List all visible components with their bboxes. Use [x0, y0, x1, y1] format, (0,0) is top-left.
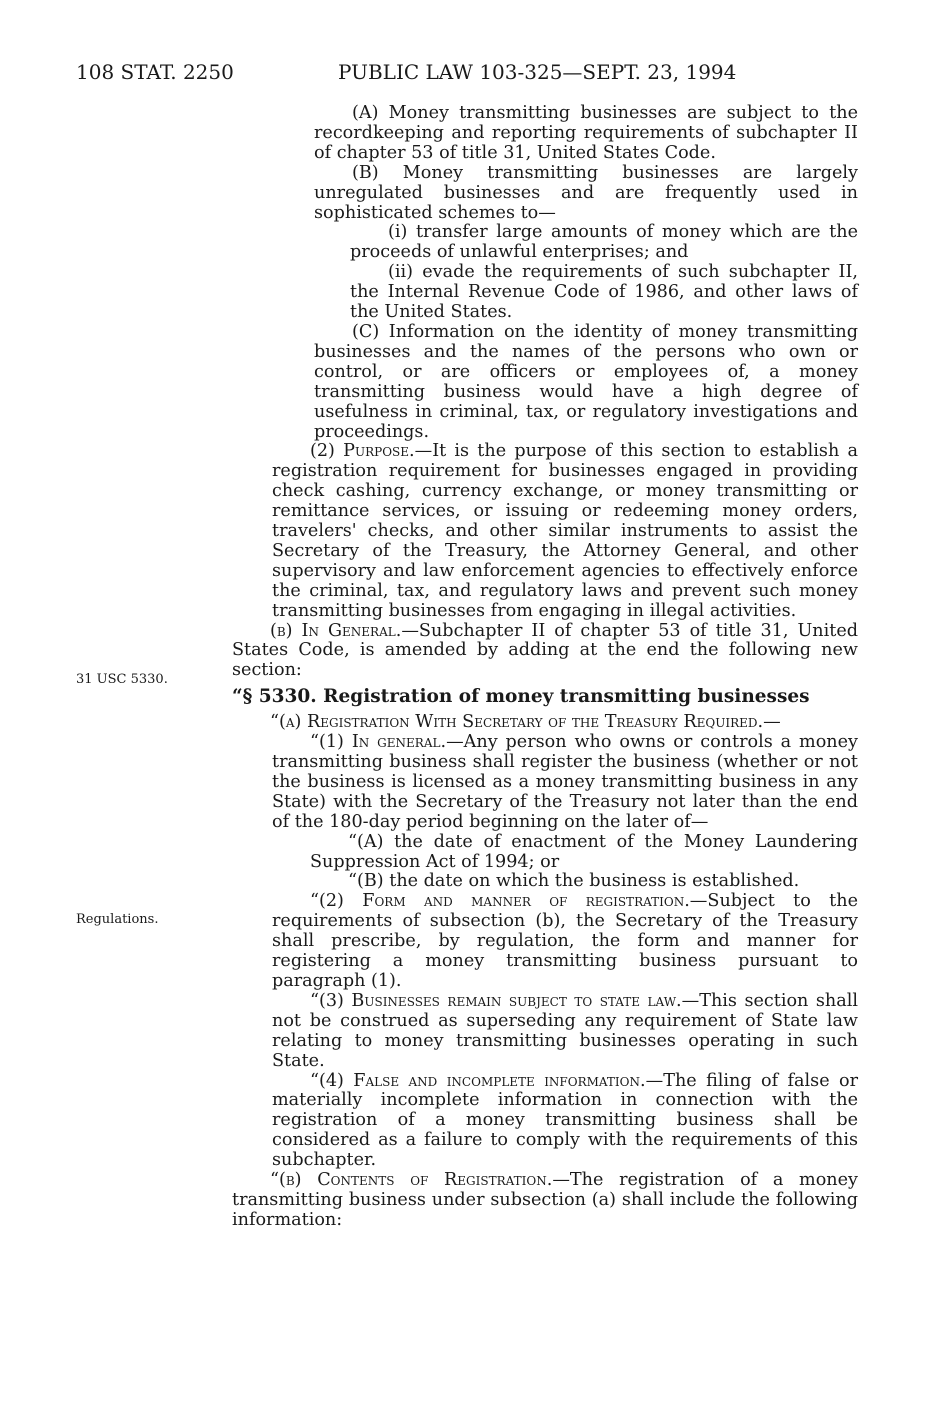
purpose-paragraph: [232, 442, 858, 621]
in-general-paragraph: [232, 622, 858, 682]
a3-text: —This section shall not be construed as superseding any requirement of State law relating to money transmitting businesses operating in such State.: [272, 990, 858, 1071]
a1-label: “(1) In general.: [310, 732, 447, 753]
in-general-label: (b) In General.: [270, 620, 402, 641]
finding-b-i: (i) transfer large amounts of money which are the proceeds of unlawful enterprises; and: [350, 222, 858, 263]
in-general-text: —Subchapter II of chapter 53 of title 31, United States Code, is amended by adding at the end the following new section:: [232, 620, 858, 681]
paragraph-a1-A: “(A) the date of enactment of the Money Laundering Suppression Act of 1994; or: [310, 831, 858, 872]
paragraph-a3: [232, 992, 858, 1072]
a2-label: “(2) Form and manner of registration.: [310, 891, 690, 912]
purpose-label: (2) Purpose.: [310, 441, 415, 462]
a4-text: —The filing of false or materially incomplete information in connection with the registration of a money transmitting business shall be considered as a failure to comply with the requirements of this subchapter.: [272, 1070, 858, 1171]
body-text: [232, 104, 858, 1231]
subsection-b: [232, 1171, 858, 1231]
running-header: PUBLIC LAW 103-325—SEPT. 23, 1994: [338, 60, 737, 84]
subsection-b-text: —The registration of a money transmitting business under subsection (a) shall include the following information:: [232, 1170, 858, 1230]
paragraph-a4: [232, 1072, 858, 1172]
subsection-a-heading: [232, 713, 858, 733]
finding-b-ii: (ii) evade the requirements of such subchapter II, the Internal Revenue Code of 1986, and other laws of the United States.: [350, 262, 858, 323]
margin-note-regulations: Regulations.: [76, 912, 159, 927]
section-heading: “§ 5330. Registration of money transmitting businesses: [232, 686, 810, 708]
a1-text: —Any person who owns or controls a money transmitting business shall register the business (whether or not the business is licensed as a money transmitting business in any State) with the Secretary of the Treasury not later than the end of the 180-day period beginning on the later of—: [272, 732, 858, 832]
a3-label: “(3) Businesses remain subject to state law.: [310, 990, 682, 1011]
subsection-a-dash: —: [763, 712, 781, 733]
margin-note-usc: 31 USC 5330.: [76, 672, 168, 687]
statute-page-reference: 108 STAT. 2250: [76, 60, 234, 84]
finding-b: (B) Money transmitting businesses are largely unregulated businesses and are frequently used in sophisticated schemes to—: [314, 162, 858, 223]
paragraph-a2: [232, 892, 858, 992]
finding-c: (C) Information on the identity of money transmitting businesses and the names of the persons who own or control, or are officers or employees of, a money transmitting business would have a high degree of usefulness in criminal, tax, or regulatory investigations and proceedings.: [314, 321, 858, 442]
subsection-a-label: “(a) Registration With Secretary of the Treasury Required.: [270, 712, 764, 733]
a2-text: —Subject to the requirements of subsection (b), the Secretary of the Treasury shall prescribe, by regulation, the form and manner for registering a money transmitting business pursuant to paragraph (1).: [272, 891, 858, 991]
finding-a: (A) Money transmitting businesses are subject to the recordkeeping and reporting requirements of subchapter II of chapter 53 of title 31, United States Code.: [314, 103, 858, 163]
subsection-b-label: “(b) Contents of Registration.: [270, 1170, 553, 1191]
a4-label: “(4) False and incomplete information.: [310, 1070, 646, 1091]
purpose-text: —It is the purpose of this section to establish a registration requirement for businesses engaged in providing check cashing, currency exchange, or money transmitting or remittance services, or issuing or redeeming money orders, travelers' checks, and other similar instruments to assist the Secretary of the Treasury, the Attorney General, and other supervisory and law enforcement agencies to effectively enforce the criminal, tax, and regulatory laws and prevent such money transmitting businesses from engaging in illegal activities.: [272, 441, 858, 621]
paragraph-a1: [232, 733, 858, 833]
paragraph-a1-B: “(B) the date on which the business is established.: [348, 871, 800, 892]
